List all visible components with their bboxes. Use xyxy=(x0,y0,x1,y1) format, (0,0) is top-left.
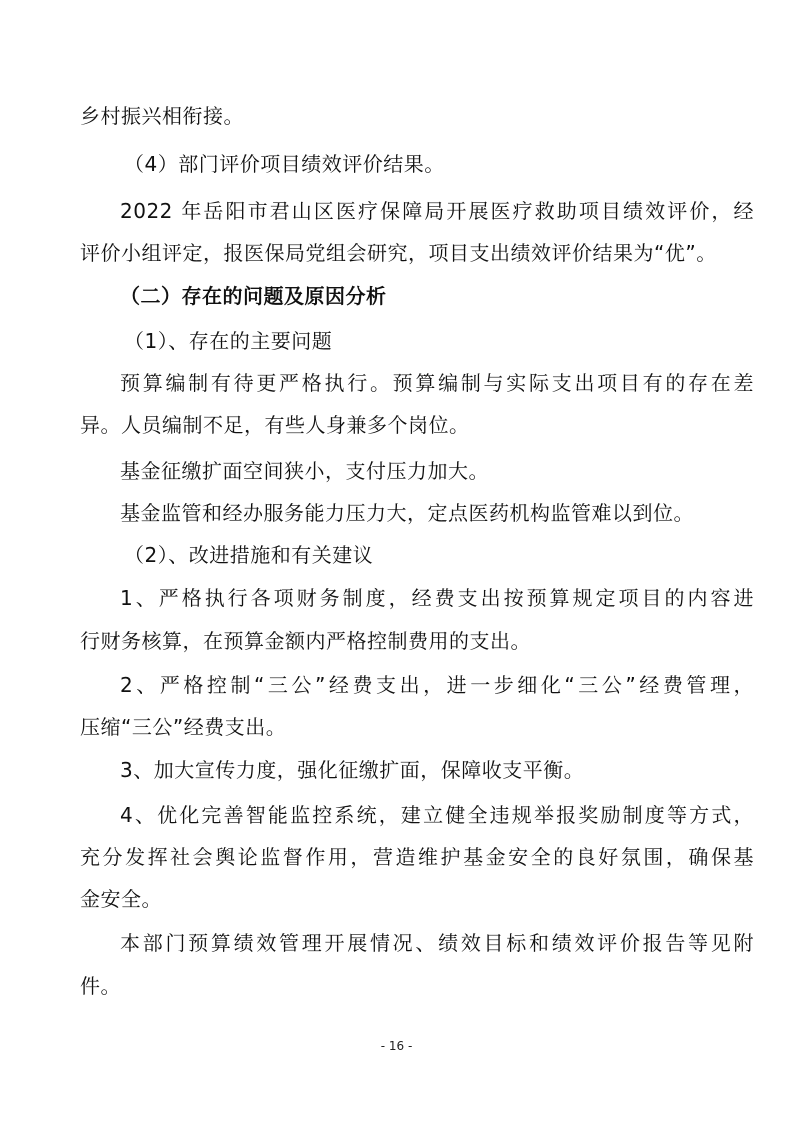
attachment-paragraph-line-1: 本部门预算绩效管理开展情况、绩效目标和绩效评价报告等见附 xyxy=(120,931,754,955)
evaluation-paragraph-line-1: 2022 年岳阳市君山区医疗保障局开展医疗救助项目绩效评价，经 xyxy=(120,199,754,223)
issues-paragraph-line-2: 异。人员编制不足，有些人身兼多个岗位。 xyxy=(80,413,470,437)
measure-3-paragraph: 3、加大宣传力度，强化征缴扩面，保障收支平衡。 xyxy=(120,758,585,782)
evaluation-paragraph-line-2: 评价小组评定，报医保局党组会研究，项目支出绩效评价结果为“优”。 xyxy=(80,241,717,265)
attachment-paragraph-line-2: 件。 xyxy=(80,974,121,998)
fund-collection-paragraph: 基金征缴扩面空间狭小，支付压力加大。 xyxy=(120,459,489,483)
measure-1-line-2: 行财务核算，在预算金额内严格控制费用的支出。 xyxy=(80,629,531,653)
measure-2-line-1: 2、严格控制“三公”经费支出，进一步细化“三公”经费管理， xyxy=(120,673,754,697)
section-heading-4: （4）部门评价项目绩效评价结果。 xyxy=(124,152,445,176)
paragraph-continuation-line: 乡村振兴相衔接。 xyxy=(80,104,244,128)
subheading-improvement-measures: （2）、改进措施和有关建议 xyxy=(124,543,374,567)
issues-paragraph-line-1: 预算编制有待更严格执行。预算编制与实际支出项目有的存在差 xyxy=(120,371,754,395)
measure-4-line-1: 4、优化完善智能监控系统，建立健全违规举报奖励制度等方式， xyxy=(120,803,754,827)
section-heading-issues: （二）存在的问题及原因分析 xyxy=(120,284,387,308)
measure-4-line-2: 充分发挥社会舆论监督作用，营造维护基金安全的良好氛围，确保基 xyxy=(80,845,754,869)
fund-supervision-paragraph: 基金监管和经办服务能力压力大，定点医药机构监管难以到位。 xyxy=(120,501,694,525)
measure-2-line-2: 压缩“三公”经费支出。 xyxy=(80,715,287,739)
subheading-main-issues: （1）、存在的主要问题 xyxy=(124,329,333,353)
measure-4-line-3: 金安全。 xyxy=(80,887,162,911)
page-number: - 16 - xyxy=(380,1039,413,1053)
measure-1-line-1: 1、严格执行各项财务制度，经费支出按预算规定项目的内容进 xyxy=(120,586,754,610)
